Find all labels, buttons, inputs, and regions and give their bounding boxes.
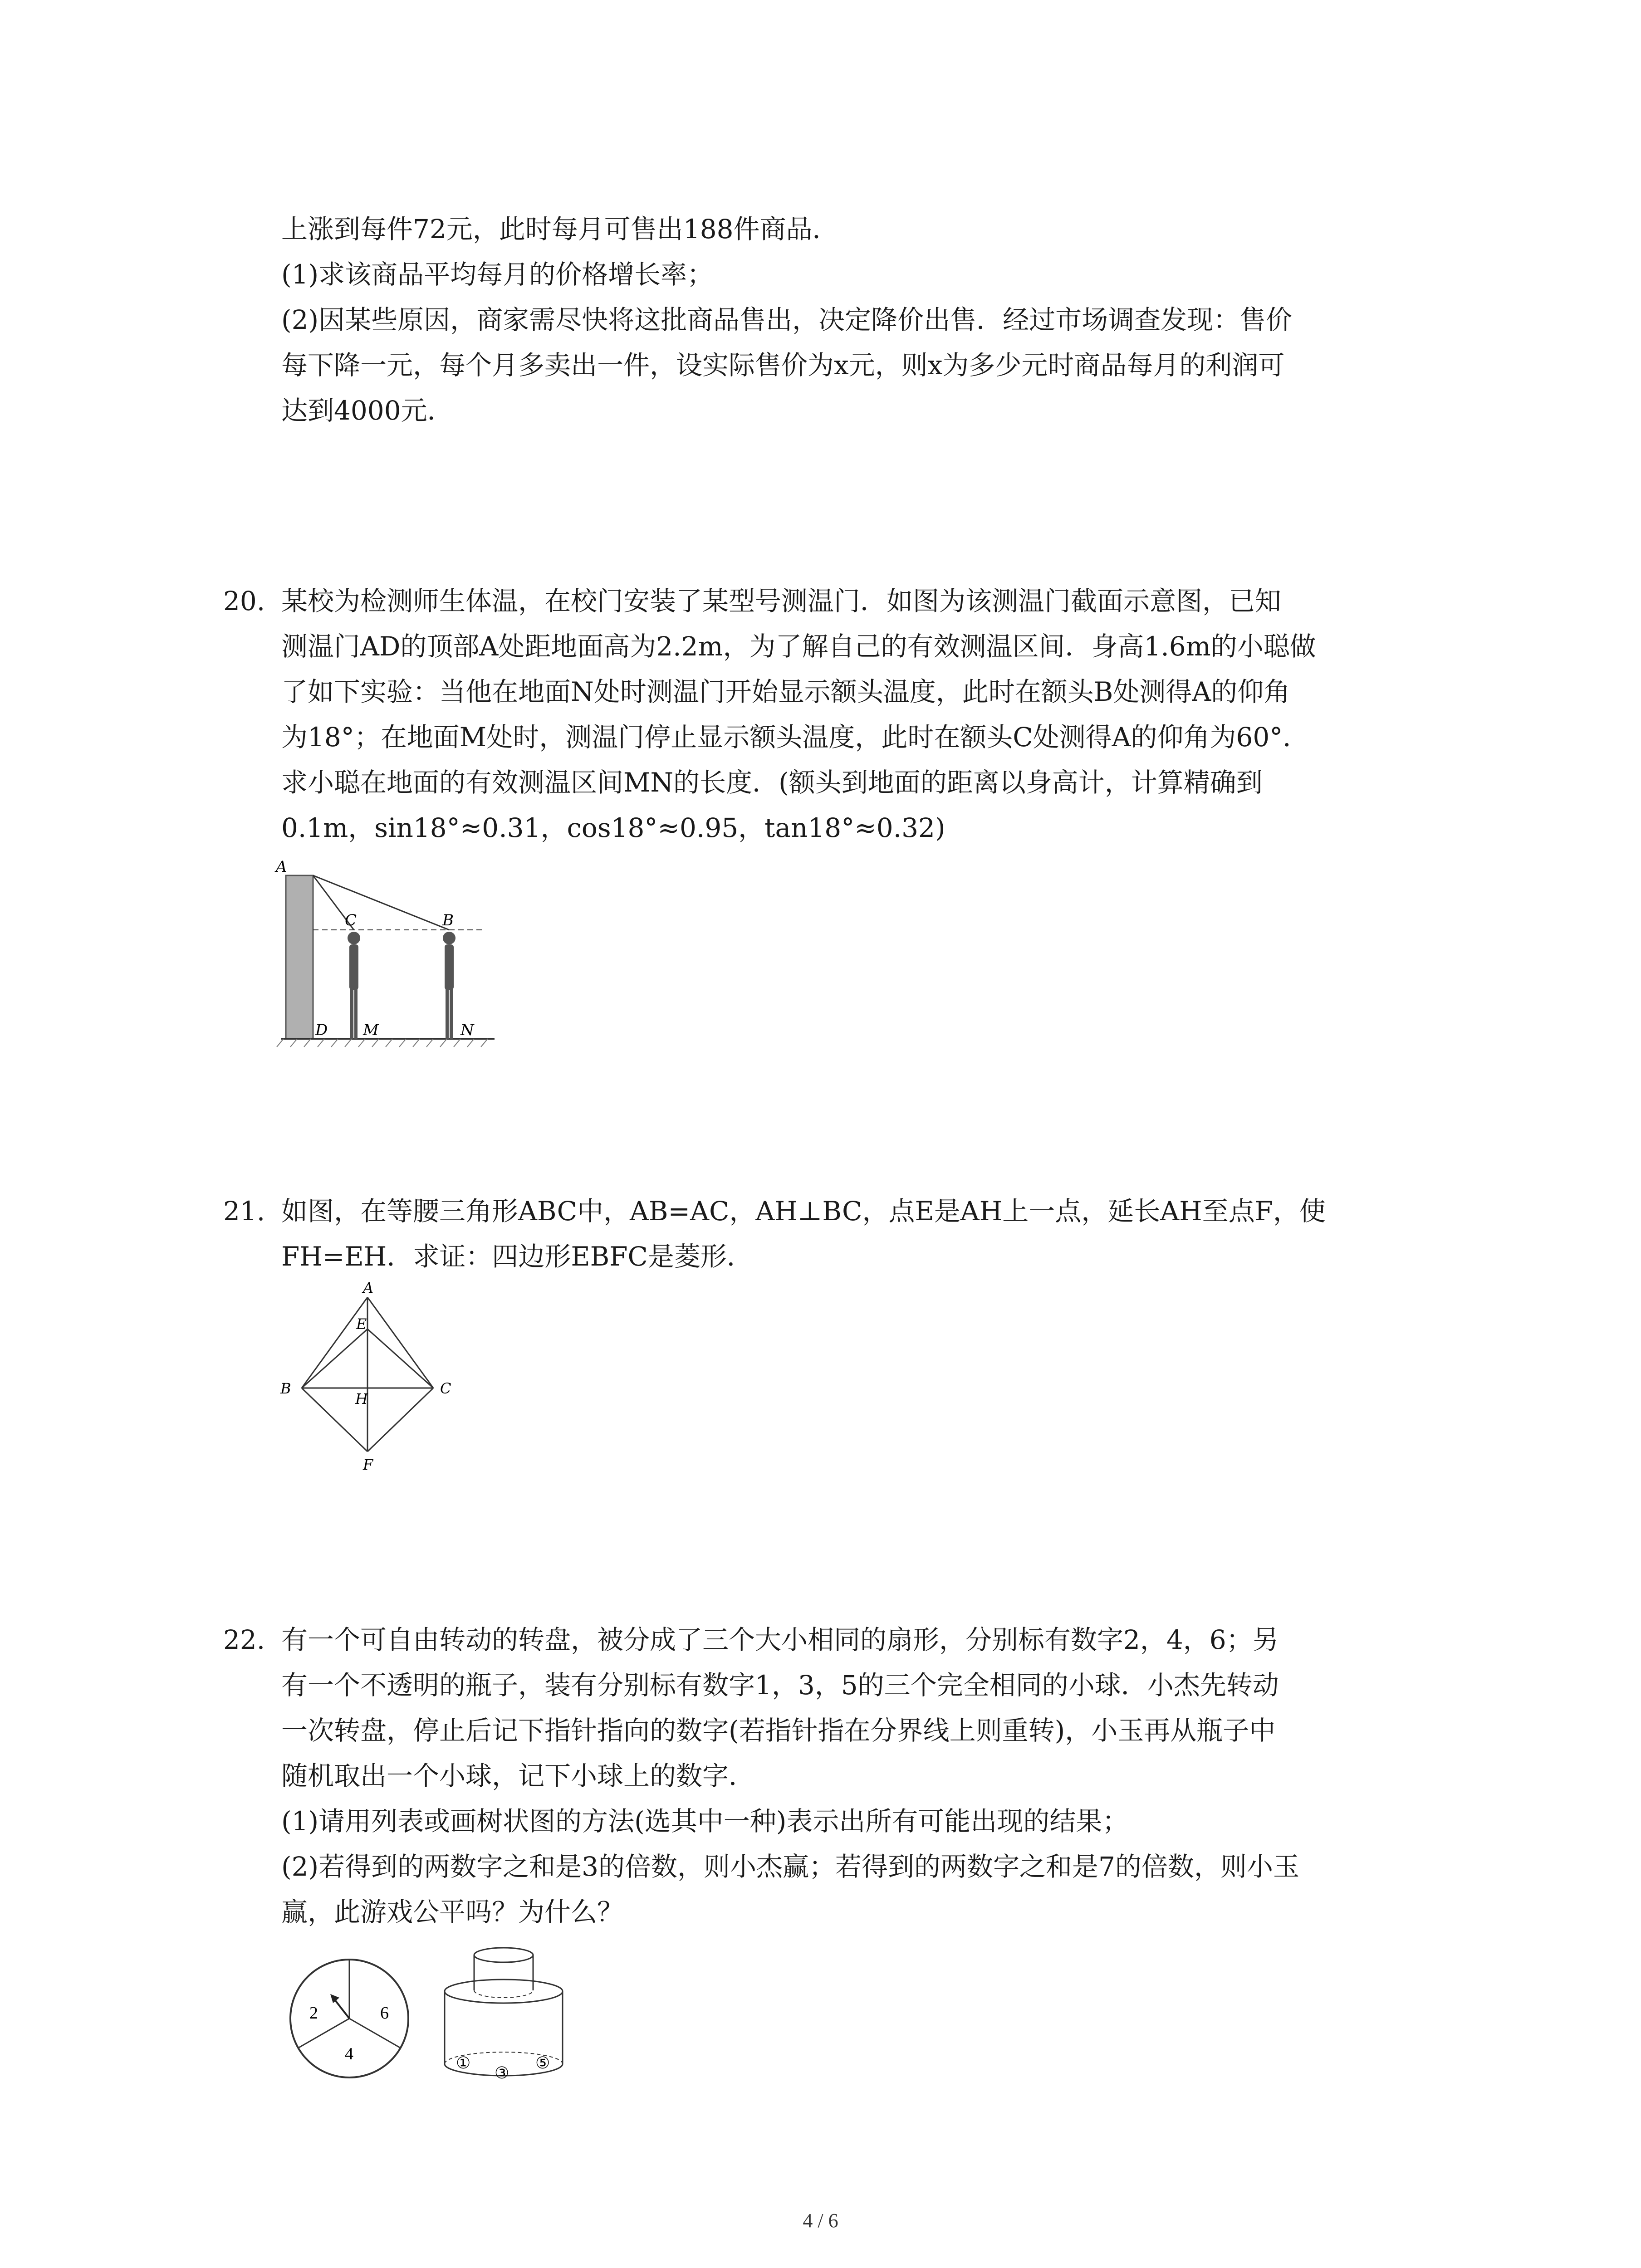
q22-line-4: 随机取出一个小球，记下小球上的数字．: [281, 1760, 755, 1791]
q21-number: 21.: [223, 1196, 265, 1227]
label-C: C: [440, 1380, 451, 1397]
q20-line-4: 为18°；在地面M处时，测温门停止显示额头温度，此时在额头C处测得A的仰角为60°．: [281, 722, 1309, 753]
q22-line-6: (2)若得到的两数字之和是3的倍数，则小杰赢；若得到的两数字之和是7的倍数，则小玉: [281, 1851, 1299, 1882]
q21-rhombus-figure: [272, 1279, 481, 1479]
ball-1: ①: [456, 2054, 471, 2072]
q20-line-6: 0.1m，sin18°≈0.31，cos18°≈0.95，tan18°≈0.32): [281, 812, 945, 843]
segment-CE: [367, 1329, 433, 1388]
bottle-shoulder: [445, 1980, 563, 2003]
q19-line-5: 达到4000元．: [281, 395, 454, 426]
spinner-number-4: 4: [345, 2044, 353, 2063]
q19-line-3: (2)因某些原因，商家需尽快将这批商品售出，决定降价出售．经过市场调查发现：售价: [281, 304, 1293, 335]
bottle-neck-top: [474, 1948, 533, 1962]
label-F: F: [363, 1456, 373, 1473]
label-M: M: [363, 1021, 379, 1039]
q20-number: 20.: [223, 586, 265, 616]
label-B: B: [442, 911, 454, 929]
q20-temperature-gate-figure: [272, 857, 508, 1061]
q19-line-2: (1)求该商品平均每月的价格增长率；: [281, 259, 714, 290]
ground-hatching: [277, 1039, 488, 1047]
person-at-N: [443, 932, 456, 1039]
q22-line-3: 一次转盘，停止后记下指针指向的数字(若指针指在分界线上则重转)，小玉再从瓶子中: [281, 1715, 1276, 1746]
spinner-number-2: 2: [309, 2004, 318, 2023]
segment-AB: [302, 1297, 367, 1388]
label-A: A: [276, 858, 287, 876]
label-B: B: [280, 1380, 291, 1397]
q20-line-5: 求小聪在地面的有效测温区间MN的长度．(额头到地面的距离以身高计，计算精确到: [281, 767, 1263, 798]
q22-line-1: 有一个可自由转动的转盘，被分成了三个大小相同的扇形，分别标有数字2，4，6；另: [281, 1624, 1279, 1655]
ball-5: ⑤: [535, 2054, 550, 2072]
q21-line-1: 如图，在等腰三角形ABC中，AB=AC，AH⊥BC，点E是AH上一点，延长AH至点F，使: [281, 1196, 1326, 1227]
q22-line-5: (1)请用列表或画树状图的方法(选其中一种)表示出所有可能出现的结果；: [281, 1806, 1129, 1837]
spinner-number-6: 6: [380, 2004, 389, 2023]
person-at-M: [348, 932, 360, 1039]
q22-spinner-figure: [281, 1950, 417, 2087]
segment-AC: [367, 1297, 433, 1388]
label-N: N: [460, 1021, 474, 1039]
label-H: H: [355, 1390, 368, 1408]
segment-BE: [302, 1329, 367, 1388]
q22-number: 22.: [223, 1624, 265, 1655]
q19-line-1: 上涨到每件72元，此时每月可售出188件商品．: [281, 214, 839, 244]
ball-3: ③: [495, 2064, 509, 2082]
label-A: A: [363, 1279, 374, 1296]
page-number: 4 / 6: [803, 2209, 838, 2232]
label-C: C: [345, 911, 357, 929]
q19-line-4: 每下降一元，每个月多卖出一件，设实际售价为x元，则x为多少元时商品每月的利润可: [281, 350, 1285, 381]
q22-line-7: 赢，此游戏公平吗？为什么？: [281, 1897, 624, 1927]
label-E: E: [356, 1315, 367, 1333]
segment-CF: [367, 1388, 433, 1452]
gate-post: [286, 875, 313, 1039]
q22-bottle-figure: [436, 1937, 572, 2087]
label-D: D: [315, 1021, 328, 1039]
q20-line-3: 了如下实验：当他在地面N处时测温门开始显示额头温度，此时在额头B处测得A的仰角: [281, 676, 1290, 707]
q20-line-1: 某校为检测师生体温，在校门安装了某型号测温门．如图为该测温门截面示意图，已知: [281, 586, 1282, 616]
q21-line-2: FH=EH．求证：四边形EBFC是菱形．: [281, 1241, 753, 1272]
q22-line-2: 有一个不透明的瓶子，装有分别标有数字1，3，5的三个完全相同的小球．小杰先转动: [281, 1670, 1279, 1701]
q20-line-2: 测温门AD的顶部A处距地面高为2.2m，为了解自己的有效测温区间．身高1.6m的小聪做: [281, 631, 1316, 662]
